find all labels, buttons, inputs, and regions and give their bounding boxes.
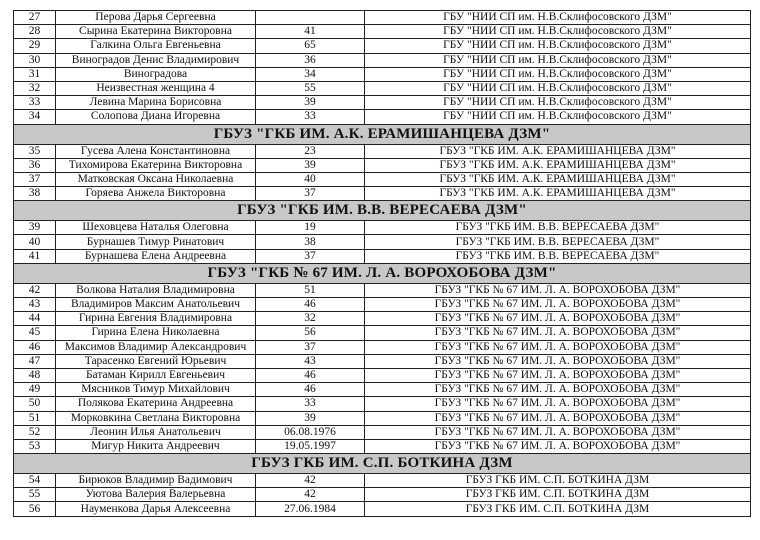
- age-cell: 38: [256, 235, 365, 249]
- age-cell: 46: [256, 298, 365, 312]
- age-cell: 46: [256, 383, 365, 397]
- table-row: [14, 81, 751, 95]
- age-cell: [256, 11, 365, 25]
- person-name-cell: Шеховцева Наталья Олеговна: [56, 221, 256, 235]
- row-number-cell: 44: [14, 312, 56, 326]
- table-row: [14, 502, 751, 516]
- table-row: [14, 298, 751, 312]
- age-cell: 37: [256, 187, 365, 201]
- person-name-cell: Левина Марина Борисовна: [56, 96, 256, 110]
- age-cell: 19: [256, 221, 365, 235]
- age-cell: 42: [256, 488, 365, 502]
- person-name-cell: Тарасенко Евгений Юрьевич: [56, 354, 256, 368]
- age-cell: 39: [256, 411, 365, 425]
- table-row: [14, 425, 751, 439]
- hospital-cell: ГБУЗ "ГКБ ИМ. В.В. ВЕРЕСАЕВА ДЗМ": [365, 235, 751, 249]
- table-row: [14, 411, 751, 425]
- age-cell: 56: [256, 326, 365, 340]
- table-row: [14, 172, 751, 186]
- age-cell: 40: [256, 172, 365, 186]
- age-cell: 33: [256, 110, 365, 124]
- age-cell: 46: [256, 368, 365, 382]
- table-row: [14, 397, 751, 411]
- table-row: [14, 340, 751, 354]
- row-number-cell: 43: [14, 298, 56, 312]
- person-name-cell: Леонин Илья Анатольевич: [56, 425, 256, 439]
- person-name-cell: Гирина Елена Николаевна: [56, 326, 256, 340]
- hospital-cell: ГБУ "НИИ СП им. Н.В.Склифосовского ДЗМ": [365, 110, 751, 124]
- row-number-cell: 28: [14, 25, 56, 39]
- section-header-row: [14, 263, 751, 283]
- section-title: ГБУЗ "ГКБ ИМ. А.К. ЕРАМИШАНЦЕВА ДЗМ": [14, 124, 751, 144]
- hospital-cell: ГБУЗ "ГКБ № 67 ИМ. Л. А. ВОРОХОБОВА ДЗМ": [365, 411, 751, 425]
- hospital-cell: ГБУЗ "ГКБ № 67 ИМ. Л. А. ВОРОХОБОВА ДЗМ": [365, 397, 751, 411]
- row-number-cell: 35: [14, 144, 56, 158]
- section-header-row: [14, 124, 751, 144]
- age-cell: 32: [256, 312, 365, 326]
- hospital-cell: ГБУ "НИИ СП им. Н.В.Склифосовского ДЗМ": [365, 96, 751, 110]
- row-number-cell: 29: [14, 39, 56, 53]
- section-title: ГБУЗ "ГКБ № 67 ИМ. Л. А. ВОРОХОБОВА ДЗМ": [14, 263, 751, 283]
- row-number-cell: 56: [14, 502, 56, 516]
- row-number-cell: 53: [14, 439, 56, 453]
- table-row: [14, 283, 751, 297]
- hospital-cell: ГБУ "НИИ СП им. Н.В.Склифосовского ДЗМ": [365, 81, 751, 95]
- age-cell: 27.06.1984: [256, 502, 365, 516]
- person-name-cell: Владимиров Максим Анатольевич: [56, 298, 256, 312]
- person-name-cell: Науменкова Дарья Алексеевна: [56, 502, 256, 516]
- table-row: [14, 110, 751, 124]
- row-number-cell: 37: [14, 172, 56, 186]
- row-number-cell: 32: [14, 81, 56, 95]
- person-name-cell: Матковская Оксана Николаевна: [56, 172, 256, 186]
- row-number-cell: 47: [14, 354, 56, 368]
- hospital-cell: ГБУЗ "ГКБ № 67 ИМ. Л. А. ВОРОХОБОВА ДЗМ": [365, 298, 751, 312]
- hospital-cell: ГБУ "НИИ СП им. Н.В.Склифосовского ДЗМ": [365, 11, 751, 25]
- person-name-cell: Неизвестная женщина 4: [56, 81, 256, 95]
- age-cell: 65: [256, 39, 365, 53]
- hospital-cell: ГБУЗ ГКБ ИМ. С.П. БОТКИНА ДЗМ: [365, 474, 751, 488]
- age-cell: 51: [256, 283, 365, 297]
- table-row: [14, 221, 751, 235]
- hospital-cell: ГБУЗ "ГКБ ИМ. А.К. ЕРАМИШАНЦЕВА ДЗМ": [365, 158, 751, 172]
- person-name-cell: Бирюков Владимир Вадимович: [56, 474, 256, 488]
- hospital-cell: ГБУЗ "ГКБ № 67 ИМ. Л. А. ВОРОХОБОВА ДЗМ": [365, 283, 751, 297]
- table-row: [14, 235, 751, 249]
- table-row: [14, 439, 751, 453]
- person-name-cell: Горяева Анжела Викторовна: [56, 187, 256, 201]
- hospital-cell: ГБУЗ "ГКБ № 67 ИМ. Л. А. ВОРОХОБОВА ДЗМ": [365, 368, 751, 382]
- hospital-cell: ГБУЗ "ГКБ № 67 ИМ. Л. А. ВОРОХОБОВА ДЗМ": [365, 340, 751, 354]
- age-cell: 43: [256, 354, 365, 368]
- hospital-cell: ГБУ "НИИ СП им. Н.В.Склифосовского ДЗМ": [365, 67, 751, 81]
- table-row: [14, 144, 751, 158]
- hospital-cell: ГБУЗ "ГКБ ИМ. А.К. ЕРАМИШАНЦЕВА ДЗМ": [365, 187, 751, 201]
- table-row: [14, 53, 751, 67]
- table-row: [14, 187, 751, 201]
- table-row: [14, 39, 751, 53]
- row-number-cell: 39: [14, 221, 56, 235]
- row-number-cell: 38: [14, 187, 56, 201]
- person-name-cell: Сырина Екатерина Викторовна: [56, 25, 256, 39]
- age-cell: 55: [256, 81, 365, 95]
- row-number-cell: 51: [14, 411, 56, 425]
- row-number-cell: 50: [14, 397, 56, 411]
- hospital-cell: ГБУЗ "ГКБ ИМ. А.К. ЕРАМИШАНЦЕВА ДЗМ": [365, 144, 751, 158]
- table-row: [14, 383, 751, 397]
- hospital-cell: ГБУ "НИИ СП им. Н.В.Склифосовского ДЗМ": [365, 53, 751, 67]
- person-name-cell: Виноградова: [56, 67, 256, 81]
- victims-table-body: [14, 11, 751, 517]
- age-cell: 42: [256, 474, 365, 488]
- person-name-cell: Солопова Диана Игоревна: [56, 110, 256, 124]
- hospital-cell: ГБУ "НИИ СП им. Н.В.Склифосовского ДЗМ": [365, 39, 751, 53]
- row-number-cell: 55: [14, 488, 56, 502]
- table-row: [14, 25, 751, 39]
- person-name-cell: Максимов Владимир Александрович: [56, 340, 256, 354]
- row-number-cell: 33: [14, 96, 56, 110]
- person-name-cell: Перова Дарья Сергеевна: [56, 11, 256, 25]
- person-name-cell: Мясников Тимур Михайлович: [56, 383, 256, 397]
- row-number-cell: 27: [14, 11, 56, 25]
- hospital-cell: ГБУЗ ГКБ ИМ. С.П. БОТКИНА ДЗМ: [365, 488, 751, 502]
- section-header-row: [14, 454, 751, 474]
- age-cell: 34: [256, 67, 365, 81]
- age-cell: 37: [256, 249, 365, 263]
- row-number-cell: 31: [14, 67, 56, 81]
- person-name-cell: Галкина Ольга Евгеньевна: [56, 39, 256, 53]
- hospital-cell: ГБУЗ "ГКБ № 67 ИМ. Л. А. ВОРОХОБОВА ДЗМ": [365, 312, 751, 326]
- hospital-cell: ГБУЗ "ГКБ № 67 ИМ. Л. А. ВОРОХОБОВА ДЗМ": [365, 383, 751, 397]
- hospital-cell: ГБУЗ "ГКБ ИМ. В.В. ВЕРЕСАЕВА ДЗМ": [365, 221, 751, 235]
- person-name-cell: Бурнашева Елена Андреевна: [56, 249, 256, 263]
- hospital-cell: ГБУЗ ГКБ ИМ. С.П. БОТКИНА ДЗМ: [365, 502, 751, 516]
- person-name-cell: Морковкина Светлана Викторовна: [56, 411, 256, 425]
- person-name-cell: Мигур Никита Андреевич: [56, 439, 256, 453]
- row-number-cell: 54: [14, 474, 56, 488]
- age-cell: 33: [256, 397, 365, 411]
- person-name-cell: Гусева Алена Константиновна: [56, 144, 256, 158]
- hospital-cell: ГБУЗ "ГКБ № 67 ИМ. Л. А. ВОРОХОБОВА ДЗМ": [365, 326, 751, 340]
- age-cell: 37: [256, 340, 365, 354]
- age-cell: 19.05.1997: [256, 439, 365, 453]
- row-number-cell: 40: [14, 235, 56, 249]
- section-title: ГБУЗ ГКБ ИМ. С.П. БОТКИНА ДЗМ: [14, 454, 751, 474]
- table-row: [14, 158, 751, 172]
- person-name-cell: Гирина Евгения Владимировна: [56, 312, 256, 326]
- row-number-cell: 30: [14, 53, 56, 67]
- person-name-cell: Тихомирова Екатерина Викторовна: [56, 158, 256, 172]
- person-name-cell: Уютова Валерия Валерьевна: [56, 488, 256, 502]
- row-number-cell: 42: [14, 283, 56, 297]
- age-cell: 23: [256, 144, 365, 158]
- row-number-cell: 46: [14, 340, 56, 354]
- table-row: [14, 368, 751, 382]
- table-row: [14, 474, 751, 488]
- victims-table: [13, 10, 751, 517]
- table-row: [14, 67, 751, 81]
- age-cell: 39: [256, 96, 365, 110]
- person-name-cell: Виноградов Денис Владимирович: [56, 53, 256, 67]
- section-header-row: [14, 201, 751, 221]
- hospital-cell: ГБУЗ "ГКБ ИМ. А.К. ЕРАМИШАНЦЕВА ДЗМ": [365, 172, 751, 186]
- hospital-cell: ГБУЗ "ГКБ ИМ. В.В. ВЕРЕСАЕВА ДЗМ": [365, 249, 751, 263]
- hospital-cell: ГБУЗ "ГКБ № 67 ИМ. Л. А. ВОРОХОБОВА ДЗМ": [365, 425, 751, 439]
- age-cell: 06.08.1976: [256, 425, 365, 439]
- row-number-cell: 49: [14, 383, 56, 397]
- age-cell: 39: [256, 158, 365, 172]
- age-cell: 41: [256, 25, 365, 39]
- row-number-cell: 52: [14, 425, 56, 439]
- hospital-cell: ГБУЗ "ГКБ № 67 ИМ. Л. А. ВОРОХОБОВА ДЗМ": [365, 354, 751, 368]
- section-title: ГБУЗ "ГКБ ИМ. В.В. ВЕРЕСАЕВА ДЗМ": [14, 201, 751, 221]
- person-name-cell: Батаман Кирилл Евгеньевич: [56, 368, 256, 382]
- table-row: [14, 326, 751, 340]
- row-number-cell: 48: [14, 368, 56, 382]
- hospital-cell: ГБУ "НИИ СП им. Н.В.Склифосовского ДЗМ": [365, 25, 751, 39]
- hospital-cell: ГБУЗ "ГКБ № 67 ИМ. Л. А. ВОРОХОБОВА ДЗМ": [365, 439, 751, 453]
- person-name-cell: Волкова Наталия Владимировна: [56, 283, 256, 297]
- row-number-cell: 34: [14, 110, 56, 124]
- table-row: [14, 11, 751, 25]
- age-cell: 36: [256, 53, 365, 67]
- table-row: [14, 354, 751, 368]
- table-row: [14, 96, 751, 110]
- table-row: [14, 249, 751, 263]
- table-row: [14, 488, 751, 502]
- person-name-cell: Полякова Екатерина Андреевна: [56, 397, 256, 411]
- row-number-cell: 36: [14, 158, 56, 172]
- table-row: [14, 312, 751, 326]
- row-number-cell: 41: [14, 249, 56, 263]
- person-name-cell: Бурнашев Тимур Ринатович: [56, 235, 256, 249]
- row-number-cell: 45: [14, 326, 56, 340]
